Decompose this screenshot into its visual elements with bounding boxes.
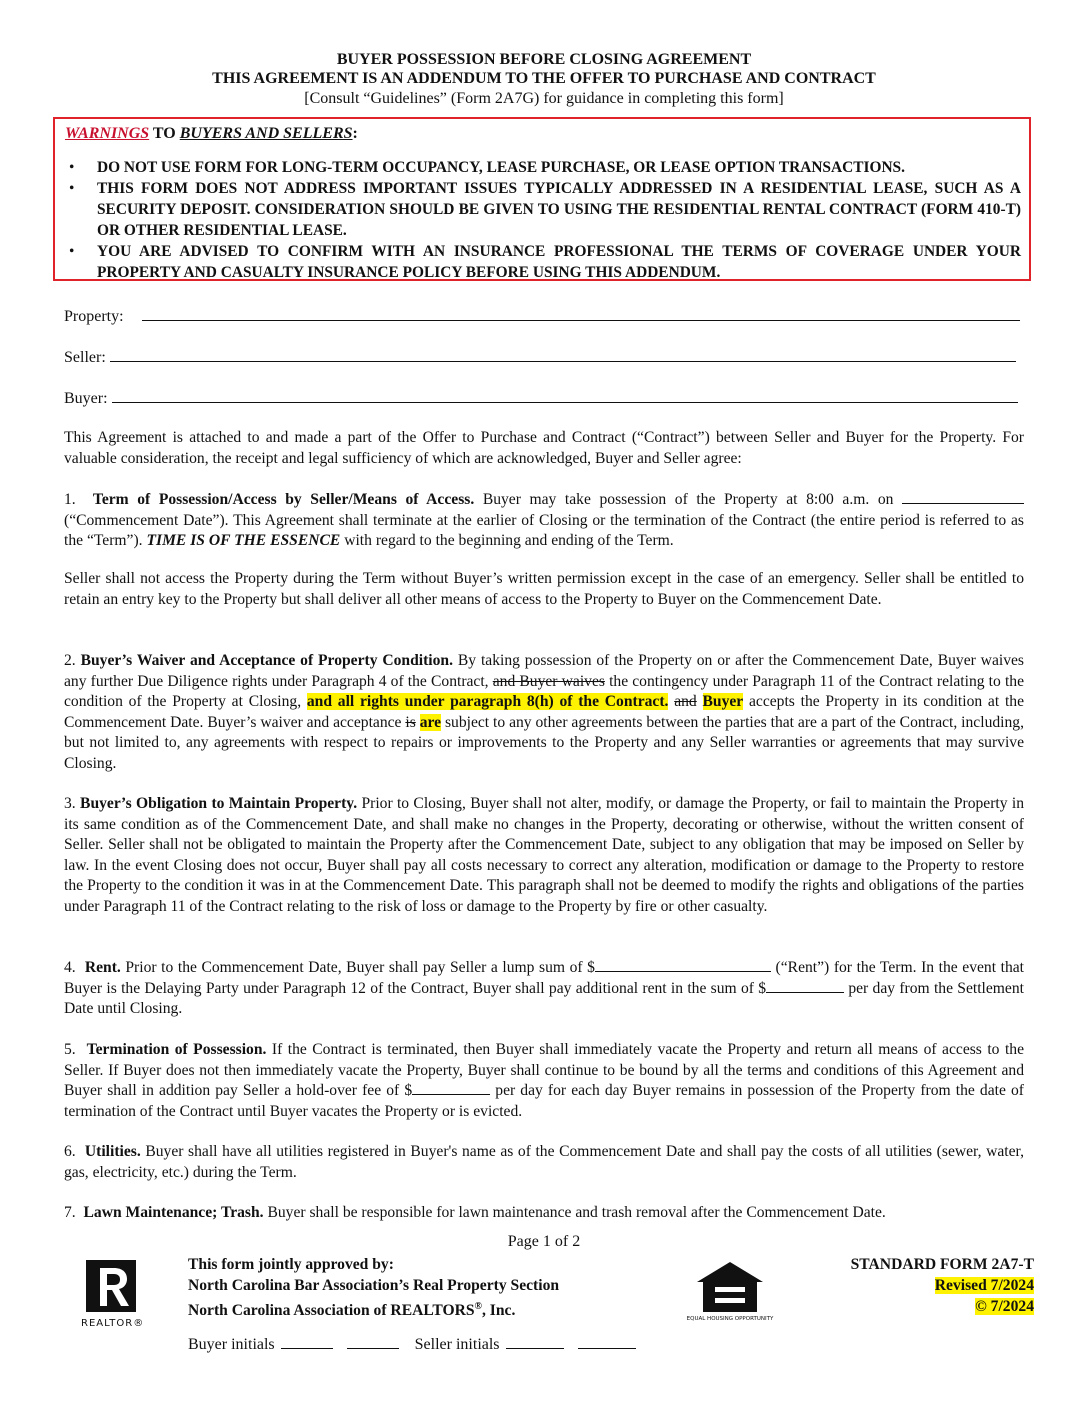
paragraph-4-heading: Rent. <box>84 959 121 976</box>
page-number: Page 1 of 2 <box>507 1233 581 1250</box>
warnings-box <box>53 117 1031 281</box>
seller-field <box>64 347 1024 368</box>
warnings-list <box>63 157 1021 283</box>
paragraph-1-heading: Term of Possession/Access by Seller/Means of Access. <box>92 491 475 508</box>
paragraph-3: 3. Buyer’s Obligation to Maintain Property. Prior to Closing, Buyer shall not alter, modify, or damage the Property, or fail to maintain the Property in its same condition as of the Commencement Date, and shall make no changes in the Property, decorating or otherwise, without the written consent of Seller. Seller shall not be obligated to maintain the Property after the Commencement Date, subject to any obligation that may be imposed on Seller by law. In the event Closing does not occur, Buyer shall pay all costs necessary to correct any alteration, modification or damage to the Property to restore the Property to the condition it was in at the Commencement Date. This paragraph shall not be deemed to modify the rights and obligations of the parties under Paragraph 11 of the Contract relating to the risk of loss or damage to the Property by fire or other casualty. <box>64 795 1024 915</box>
warning-item: • DO NOT USE FORM FOR LONG-TERM OCCUPANCY, LEASE PURCHASE, OR LEASE OPTION TRANSACTIONS. <box>69 159 905 176</box>
equal-housing-opportunity-icon <box>686 1260 774 1328</box>
intro-paragraph: This Agreement is attached to and made a part of the Offer to Purchase and Contract (“Contract”) between Seller and Buyer for the Property. For valuable consideration, the receipt and legal sufficiency of which are acknowledged, Buyer and Seller agree: <box>64 429 1024 467</box>
inserted-text: are <box>419 713 442 731</box>
inserted-text: Buyer <box>702 693 744 710</box>
paragraph-7: 7. Lawn Maintenance; Trash. Buyer shall be responsible for lawn maintenance and trash removal after the Commencement Date. <box>64 1204 886 1221</box>
inserted-text: and all rights under paragraph 8(h) of the Contract. <box>306 693 669 710</box>
buyer-initials-blank-1[interactable] <box>281 1335 333 1349</box>
paragraph-3-heading: Buyer’s Obligation to Maintain Property. <box>80 795 358 812</box>
seller-initials-blank-1[interactable] <box>506 1335 564 1349</box>
seller-initials-blank-2[interactable] <box>578 1335 636 1349</box>
additional-rent-blank[interactable] <box>766 979 844 993</box>
paragraph-6: 6. Utilities. Buyer shall have all utilities registered in Buyer's name as of the Commencement Date and shall pay the costs of all utilities (sewer, water, gas, electricity, etc.) during the Term. <box>64 1143 1024 1181</box>
paragraph-1: 1. Term of Possession/Access by Seller/Means of Access. Buyer may take possession of the Property at 8:00 a.m. on (“Commencement Date”). This Agreement shall terminate at the earlier of Closing or the termination of the Contract (the entire period is referred to as the “Term”). TIME IS OF THE ESSENCE with regard to the beginning and ending of the Term. <box>64 491 1024 549</box>
revised-date: Revised 7/2024 <box>934 1277 1034 1294</box>
paragraph-6-heading: Utilities. <box>84 1143 141 1160</box>
buyer-label: Buyer: <box>64 390 108 407</box>
form-consult-note: [Consult “Guidelines” (Form 2A7G) for guidance in completing this form] <box>304 90 784 107</box>
form-subtitle: THIS AGREEMENT IS AN ADDENDUM TO THE OFFER TO PURCHASE AND CONTRACT <box>212 70 876 87</box>
buyer-initials-blank-2[interactable] <box>347 1335 399 1349</box>
warning-item: • YOU ARE ADVISED TO CONFIRM WITH AN INSURANCE PROFESSIONAL THE TERMS OF COVERAGE UNDER YOUR PROPERTY AND CASUALTY INSURANCE POLICY BEFORE USING THIS ADDENDUM. <box>69 243 1021 281</box>
warnings-label: WARNINGS <box>65 125 150 142</box>
approval-block: This form jointly approved by: North Carolina Bar Association’s Real Property Section North Carolina Association of REALTORS®, Inc. <box>188 1256 560 1320</box>
bullet-icon: • <box>69 243 75 260</box>
paragraph-2: 2. Buyer’s Waiver and Acceptance of Property Condition. By taking possession of the Property on or after the Commencement Date, Buyer waives any further Due Diligence rights under Paragraph 4 of the Contract, and Buyer waives the contingency under Paragraph 11 of the Contract relating to the condition of the Property at Closing, and all rights under paragraph 8(h) of the Contract. and Buyer accepts the Property in its condition at the Commencement Date. Buyer’s waiver and acceptance is are subject to any other agreements between the parties that are a part of the Contract, including, but not limited to, any agreements with respect to repairs or improvements to the Property and any Seller warranties or agreements that may survive Closing. <box>64 652 1024 772</box>
standard-form-block <box>851 1254 1034 1317</box>
realtor-logo-icon <box>80 1258 148 1330</box>
standard-form-number: STANDARD FORM 2A7-T <box>850 1256 1034 1273</box>
property-input-line[interactable] <box>142 306 1020 321</box>
property-field <box>64 306 1024 327</box>
struck-text: is <box>405 713 416 731</box>
seller-initials-label: Seller initials <box>414 1336 500 1353</box>
initials-row <box>188 1335 648 1354</box>
warnings-title: WARNINGS TO BUYERS AND SELLERS: <box>65 125 358 142</box>
struck-text: and <box>674 693 697 710</box>
paragraph-2-heading: Buyer’s Waiver and Acceptance of Property Condition. <box>80 652 453 669</box>
bullet-icon: • <box>69 180 75 197</box>
realtor-logo-text: REALTOR® <box>81 1318 145 1329</box>
paragraph-5: 5. Termination of Possession. If the Contract is terminated, then Buyer shall immediately vacate the Property and return all means of access to the Seller. If Buyer does not then immediately vacate the Property, Buyer shall continue to be bound by all the terms and conditions of this Agreement and Buyer shall in addition pay Seller a hold-over fee of $ per day for each day Buyer remains in possession of the Property from the date of termination of the Contract until Buyer vacates the Property or is evicted. <box>64 1041 1024 1120</box>
lump-sum-blank[interactable] <box>595 958 771 972</box>
copyright: © 7/2024 <box>975 1298 1034 1315</box>
struck-text: and Buyer waives <box>492 672 605 690</box>
seller-input-line[interactable] <box>110 347 1016 362</box>
buyer-initials-label: Buyer initials <box>188 1336 275 1353</box>
warning-item: • THIS FORM DOES NOT ADDRESS IMPORTANT ISSUES TYPICALLY ADDRESSED IN A RESIDENTIAL LEASE, SUCH AS A SECURITY DEPOSIT. CONSIDERATION SHOULD BE GIVEN TO USING THE RESIDENTIAL RENTAL CONTRACT (FORM 410-T) OR OTHER RESIDENTIAL LEASE. <box>69 180 1021 239</box>
hold-over-fee-blank[interactable] <box>412 1081 490 1095</box>
paragraph-5-heading: Termination of Possession. <box>86 1041 267 1058</box>
form-title: BUYER POSSESSION BEFORE CLOSING AGREEMENT <box>336 51 752 68</box>
buyer-field <box>64 388 1024 409</box>
buyer-input-line[interactable] <box>112 388 1018 403</box>
paragraph-4: 4. Rent. Prior to the Commencement Date, Buyer shall pay Seller a lump sum of $ (“Rent”) for the Term. In the event that Buyer is the Delaying Party under Paragraph 12 of the Contract, Buyer shall pay additional rent in the sum of $ per day from the Settlement Date until Closing. <box>64 959 1024 1017</box>
property-label: Property: <box>64 308 124 325</box>
paragraph-7-heading: Lawn Maintenance; Trash. <box>83 1204 264 1221</box>
seller-label: Seller: <box>64 349 106 366</box>
commencement-date-blank[interactable] <box>902 490 1024 504</box>
eho-text: EQUAL HOUSING OPPORTUNITY <box>686 1316 774 1322</box>
bullet-icon: • <box>69 159 75 176</box>
paragraph-1-access: Seller shall not access the Property during the Term without Buyer’s written permission except in the case of an emergency. Seller shall be entitled to retain an entry key to the Property but shall deliver all other means of access to the Property to Buyer on the Commencement Date. <box>64 570 1024 608</box>
